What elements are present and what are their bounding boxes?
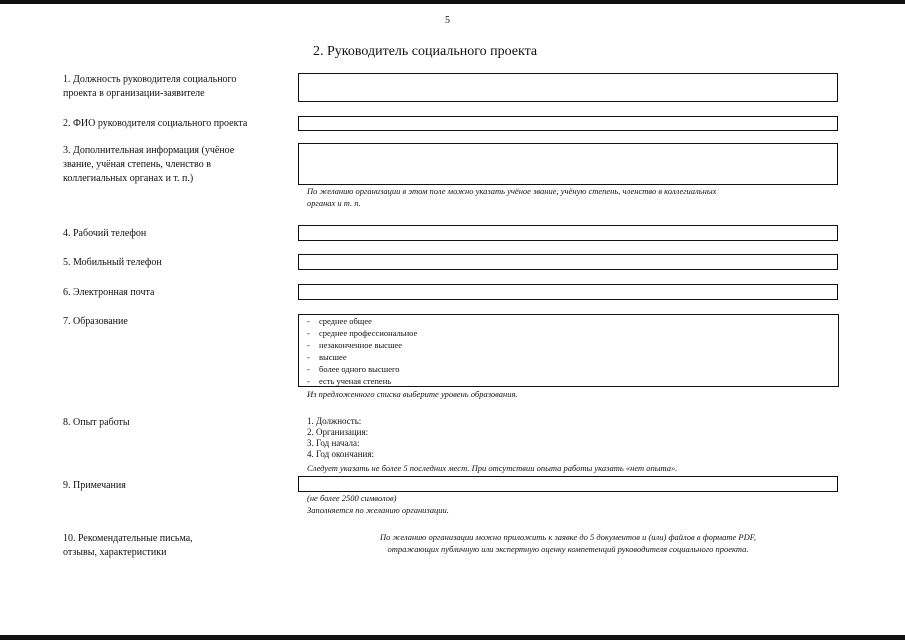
education-option[interactable]: - есть ученая степень	[307, 376, 392, 386]
experience-position[interactable]: 1. Должность:	[307, 416, 362, 426]
fio-label: 2. ФИО руководителя социального проекта	[63, 118, 248, 129]
page-number: 5	[445, 15, 450, 26]
experience-label: 8. Опыт работы	[63, 417, 130, 428]
notes-field[interactable]	[298, 476, 838, 492]
experience-fields[interactable]	[307, 416, 374, 460]
education-option[interactable]: - более одного высшего	[307, 364, 400, 374]
experience-hint: Следует указать не более 5 последних мест. При отсутствии опыта работы указать «нет опыта».	[307, 463, 678, 473]
additional-info-field[interactable]	[298, 143, 838, 185]
mobile-phone-field[interactable]	[298, 254, 838, 270]
work-phone-label: 4. Рабочий телефон	[63, 228, 147, 239]
position-label: 1. Должность руководителя социального проекта в организации-заявителе	[63, 74, 237, 99]
education-label: 7. Образование	[63, 316, 128, 327]
education-option[interactable]: - незаконченное высшее	[307, 340, 403, 350]
recommendations-label: 10. Рекомендательные письма, отзывы, характеристики	[63, 533, 193, 558]
mobile-phone-label: 5. Мобильный телефон	[63, 257, 162, 268]
work-phone-field[interactable]	[298, 225, 838, 241]
position-field[interactable]	[298, 73, 838, 102]
education-hint: Из предложенного списка выберите уровень образования.	[307, 389, 518, 399]
notes-label: 9. Примечания	[63, 480, 126, 491]
education-select[interactable]	[298, 314, 839, 387]
fio-field[interactable]	[298, 116, 838, 131]
experience-organization[interactable]: 2. Организация:	[307, 427, 369, 437]
recommendations-hint: По желанию организации можно приложить к заявке до 5 документов и (или) файлов в формате PDF, отражающих публичную или экспертную оценку компетенций руководителя социального проекта.	[380, 532, 756, 554]
section-title: 2. Руководитель социального проекта	[313, 44, 538, 59]
notes-hint: (не более 2500 символов) Заполняется по желанию организации.	[307, 493, 449, 515]
education-option[interactable]: - среднее профессиональное	[307, 328, 418, 338]
email-field[interactable]	[298, 284, 838, 300]
experience-end-year[interactable]: 4. Год окончания:	[307, 449, 375, 459]
education-option[interactable]: - высшее	[307, 352, 347, 362]
education-option[interactable]: - среднее общее	[307, 316, 372, 326]
email-label: 6. Электронная почта	[63, 287, 155, 298]
top-border	[0, 0, 905, 4]
additional-info-label: 3. Дополнительная информация (учёное звание, учёная степень, членство в коллегиальных органах и т. п.)	[63, 145, 235, 184]
experience-start-year[interactable]: 3. Год начала:	[307, 438, 360, 448]
bottom-border	[0, 635, 905, 640]
additional-info-hint: По желанию организации в этом поле можно указать учёное звание, учёную степень, членство в коллегиальных органах и т. п.	[307, 186, 717, 208]
